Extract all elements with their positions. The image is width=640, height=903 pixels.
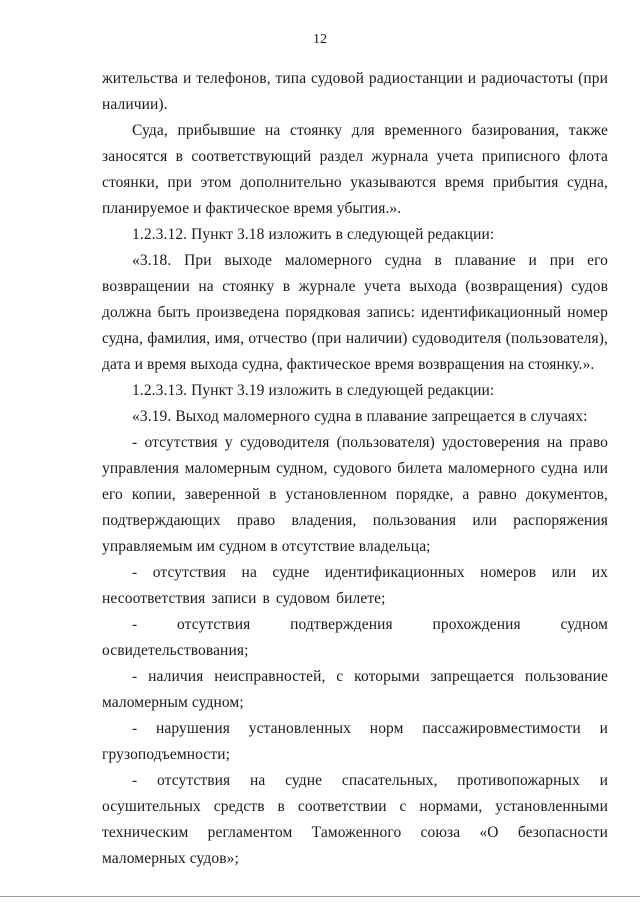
paragraph: «3.18. При выходе маломерного судна в плавание и при его возвращении на стоянку в журнале учета выхода (возвращения) судов должна быть произведена порядковая запись: идентификационный номер судна, фамилия, имя, отчество (при наличии) судоводителя (пользователя), дата и время выхода судна, фактическое время возвращения на стоянку.». bbox=[102, 252, 608, 373]
list-item: - отсутствия у судоводителя (пользователя) удостоверения на право управления маломерным судном, судового билета маломерного судна или его копии, заверенной в установленном порядке, а равно документов, подтверждающих право владения, пользования или распоряжения управляемым им судном в отсутствие владельца; bbox=[102, 434, 608, 555]
list-item: - нарушения установленных норм пассажировместимости и грузоподъемности; bbox=[102, 720, 608, 763]
paragraph: Суда, прибывшие на стоянку для временного базирования, также заносятся в соответствующий раздел журнала учета приписного флота стоянки, при этом дополнительно указываются время прибытия судна, планируемое и фактическое время убытия.». bbox=[102, 122, 608, 217]
list-item: - наличия неисправностей, с которыми запрещается пользование маломерным судном; bbox=[102, 668, 608, 711]
paragraph: 1.2.3.12. Пункт 3.18 изложить в следующей редакции: bbox=[132, 226, 495, 243]
list-item: - отсутствия подтверждения прохождения судном освидетельствования; bbox=[102, 616, 608, 659]
paragraph: 1.2.3.13. Пункт 3.19 изложить в следующей редакции: bbox=[132, 382, 495, 399]
page-bottom-rule bbox=[0, 896, 640, 897]
document-body bbox=[102, 66, 608, 872]
paragraph: жительства и телефонов, типа судовой радиостанции и радиочастоты (при наличии). bbox=[102, 70, 608, 113]
list-item: - отсутствия на судне идентификационных номеров или их несоответствия записи в судовом билете; bbox=[102, 564, 608, 607]
page-number: 12 bbox=[313, 32, 327, 47]
list-item: - отсутствия на судне спасательных, противопожарных и осушительных средств в соответствии с нормами, установленными техническим регламентом Таможенного союза «О безопасности маломерных судов»; bbox=[102, 772, 608, 867]
paragraph: «3.19. Выход маломерного судна в плавание запрещается в случаях: bbox=[132, 408, 588, 425]
